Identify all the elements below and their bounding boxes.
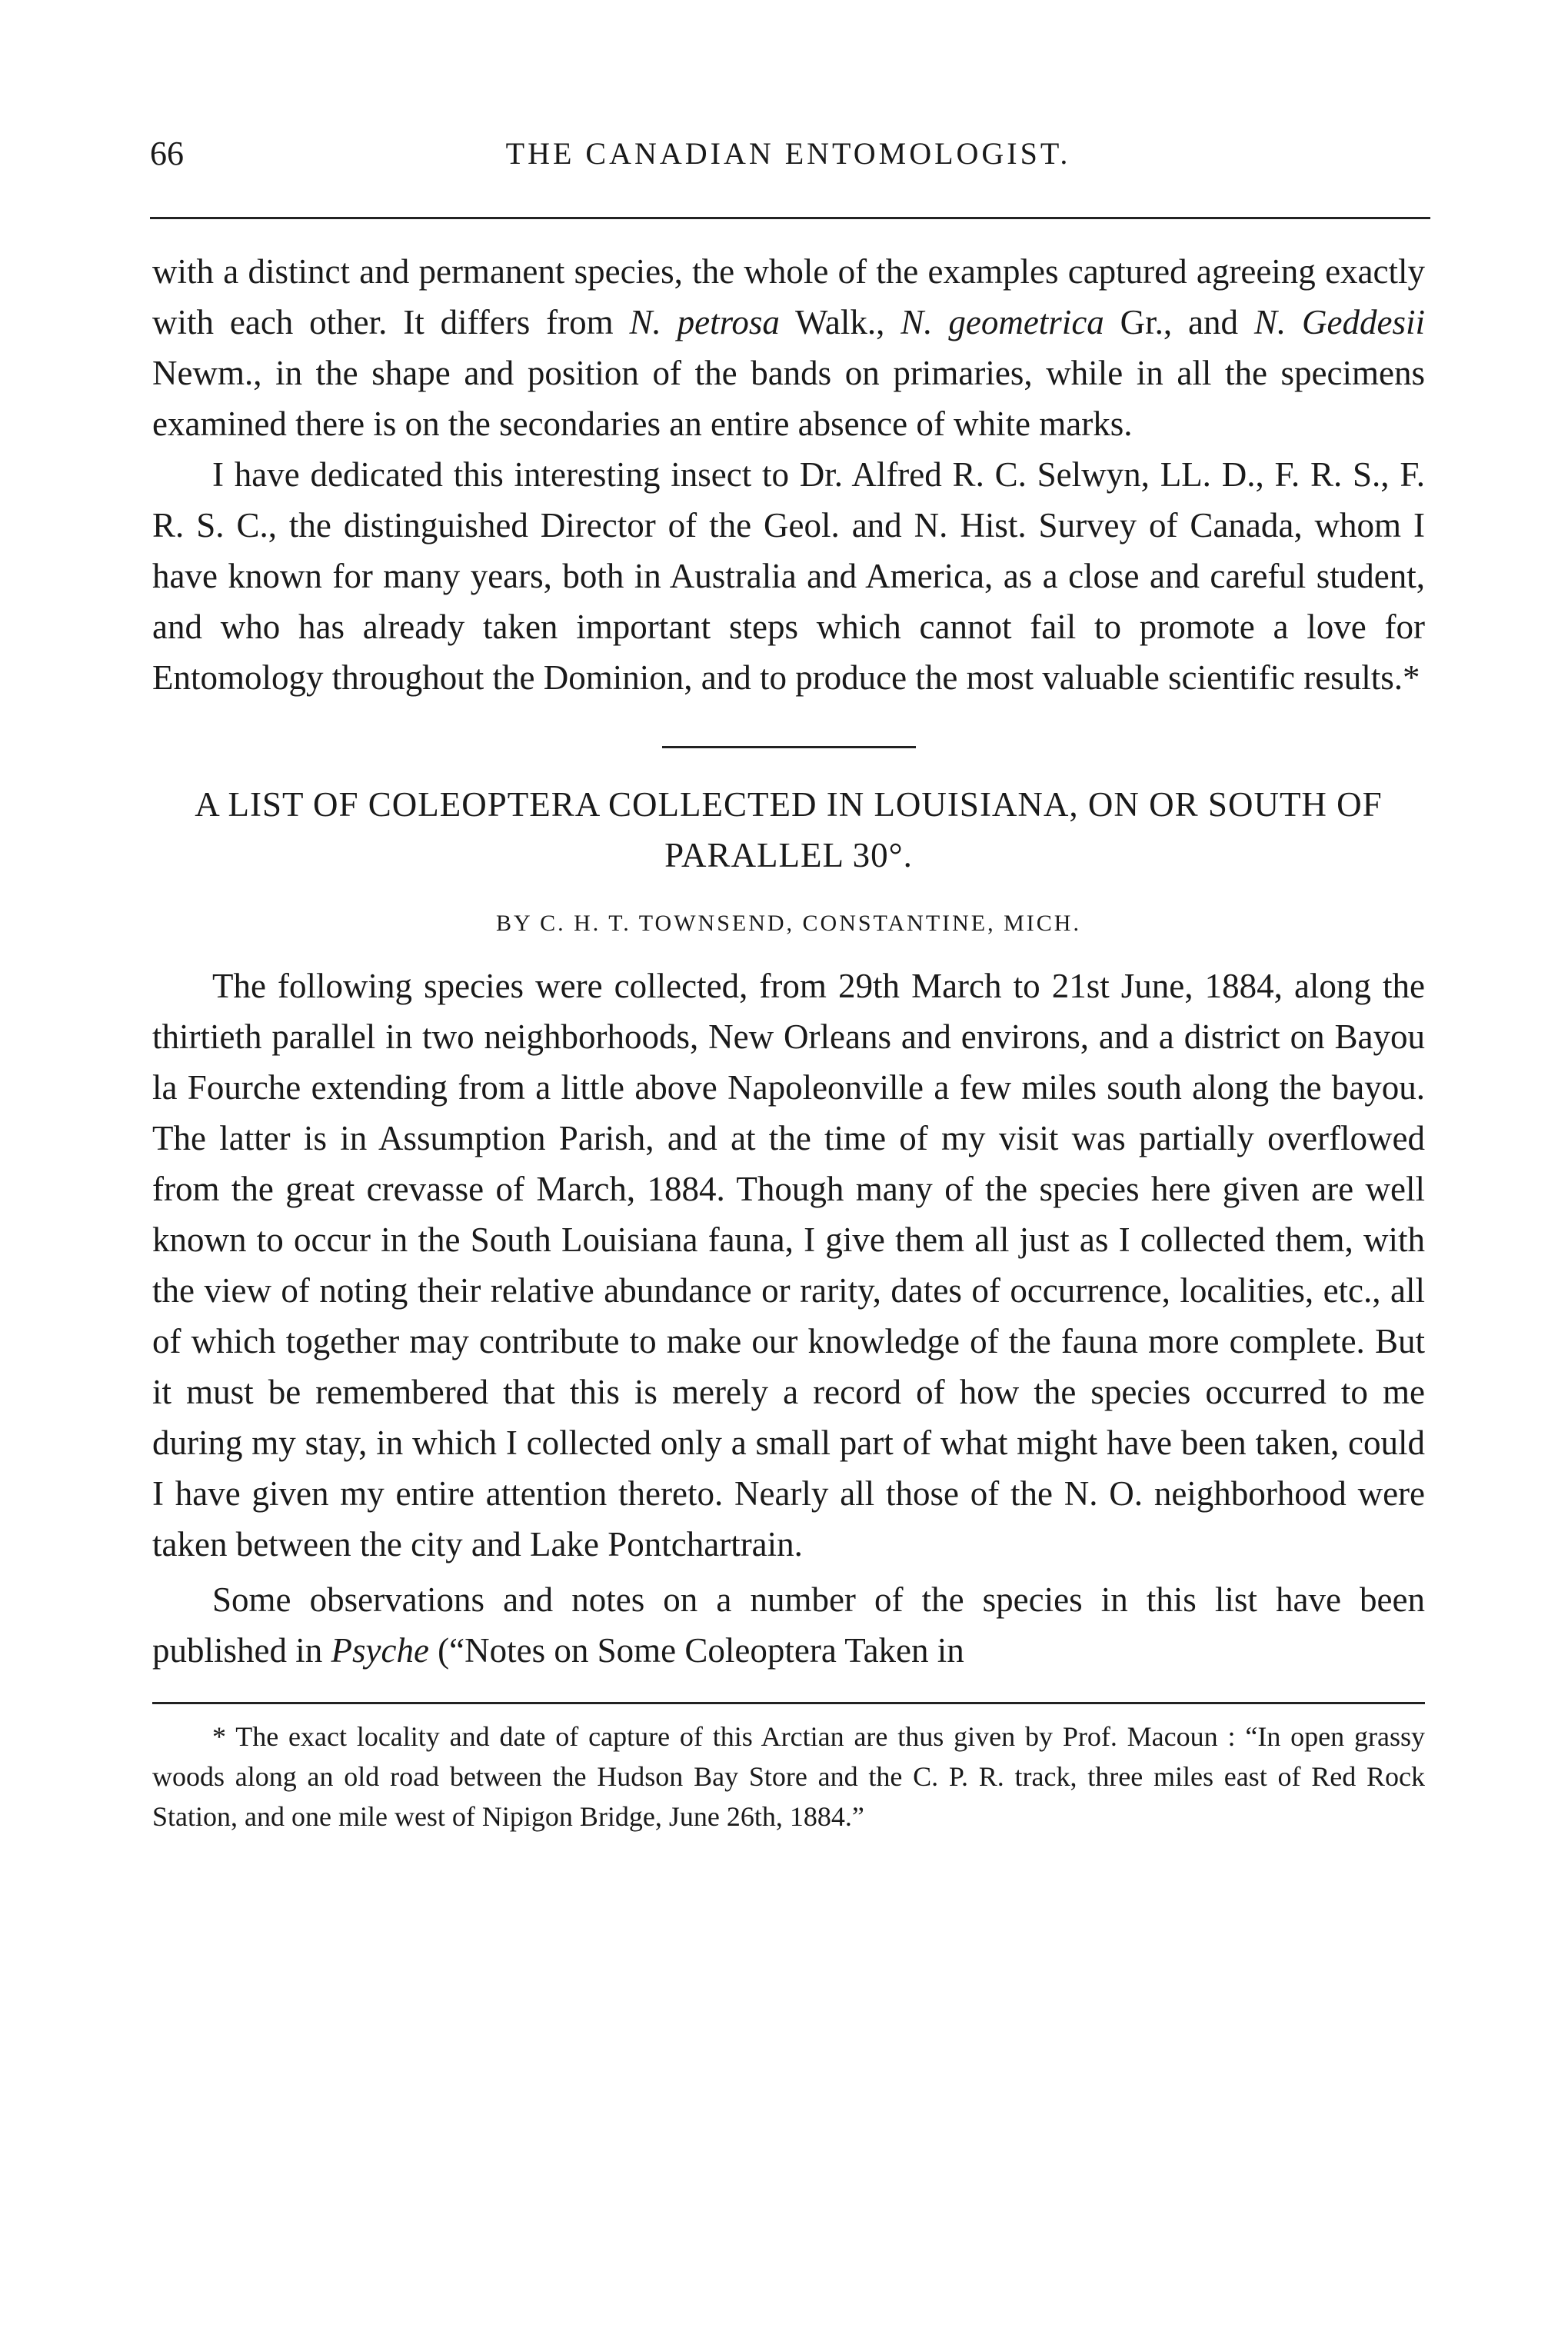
section-divider bbox=[662, 746, 916, 748]
page-number: 66 bbox=[150, 135, 184, 172]
text-run: Newm., in the shape and position of the bands on primaries, while in all the specimens examined there is on the secondaries an entire absence of white marks. bbox=[152, 354, 1425, 443]
article-paragraph bbox=[152, 1574, 1425, 1676]
header-rule bbox=[150, 217, 1430, 219]
text-run: Walk., bbox=[779, 303, 901, 341]
article-title: A LIST OF COLEOPTERA COLLECTED IN LOUISIANA, ON OR SOUTH OF PARALLEL 30°. bbox=[195, 785, 1383, 874]
species-name: N. petrosa bbox=[629, 303, 780, 341]
continued-paragraph bbox=[152, 246, 1425, 449]
dedication-paragraph: I have dedicated this interesting insect to Dr. Alfred R. C. Selwyn, LL. D., F. R. S., F. R. S. C., the distinguished Director of the Geol. and N. Hist. Survey of Canada, whom I have known for many years, both in Australia and America, as a close and careful student, and who has already taken important steps which cannot fail to promote a love for Entomology throughout the Dominion, and to produce the most valuable scientific results.* bbox=[152, 455, 1425, 697]
footnote-rule bbox=[152, 1702, 1425, 1704]
body-text bbox=[152, 246, 1425, 1837]
running-head bbox=[150, 131, 1427, 185]
article-paragraph: The following species were collected, from 29th March to 21st June, 1884, along the thirtieth parallel in two neighborhoods, New Orleans and environs, and a district on Bayou la Fourche extending from a little above Napoleonville a few miles south along the bayou. The latter is in Assumption Parish, and at the time of my visit was partially overflowed from the great crevasse of March, 1884. Though many of the species here given are well known to occur in the South Louisiana fauna, I give them all just as I collected them, with the view of noting their relative abundance or rarity, dates of occurrence, localities, etc., all of which together may contribute to make our knowledge of the fauna more complete. But it must be remembered that this is merely a record of how the species occurred to me during my stay, in which I collected only a small part of what might have been taken, could I have given my entire attention thereto. Nearly all those of the N. O. neighborhood were taken between the city and Lake Pontchartrain. bbox=[152, 967, 1425, 1563]
text-run: Some observations and notes on a number of the species in this list have been published in bbox=[152, 1580, 1425, 1670]
footnote: * The exact locality and date of capture of this Arctian are thus given by Prof. Macoun : “In open grassy woods along an old road between the Hudson Bay Store and the C. P. R. track, three miles east of Red Rock Station, and one mile west of Nipigon Bridge, June 26th, 1884.” bbox=[152, 1721, 1425, 1832]
journal-title: THE CANADIAN ENTOMOLOGIST. bbox=[505, 136, 1071, 171]
article-byline: BY C. H. T. TOWNSEND, CONSTANTINE, MICH. bbox=[496, 911, 1081, 936]
species-name: N. geometrica bbox=[901, 303, 1104, 341]
text-run: with a distinct and permanent species, the whole of the examples captured agreeing exactly with each other. It differs from bbox=[152, 252, 1425, 341]
species-name: N. Geddesii bbox=[1253, 303, 1425, 341]
text-run: Gr., and bbox=[1104, 303, 1254, 341]
text-run: (“Notes on Some Coleoptera Taken in bbox=[428, 1631, 964, 1670]
journal-name: Psyche bbox=[331, 1631, 429, 1670]
